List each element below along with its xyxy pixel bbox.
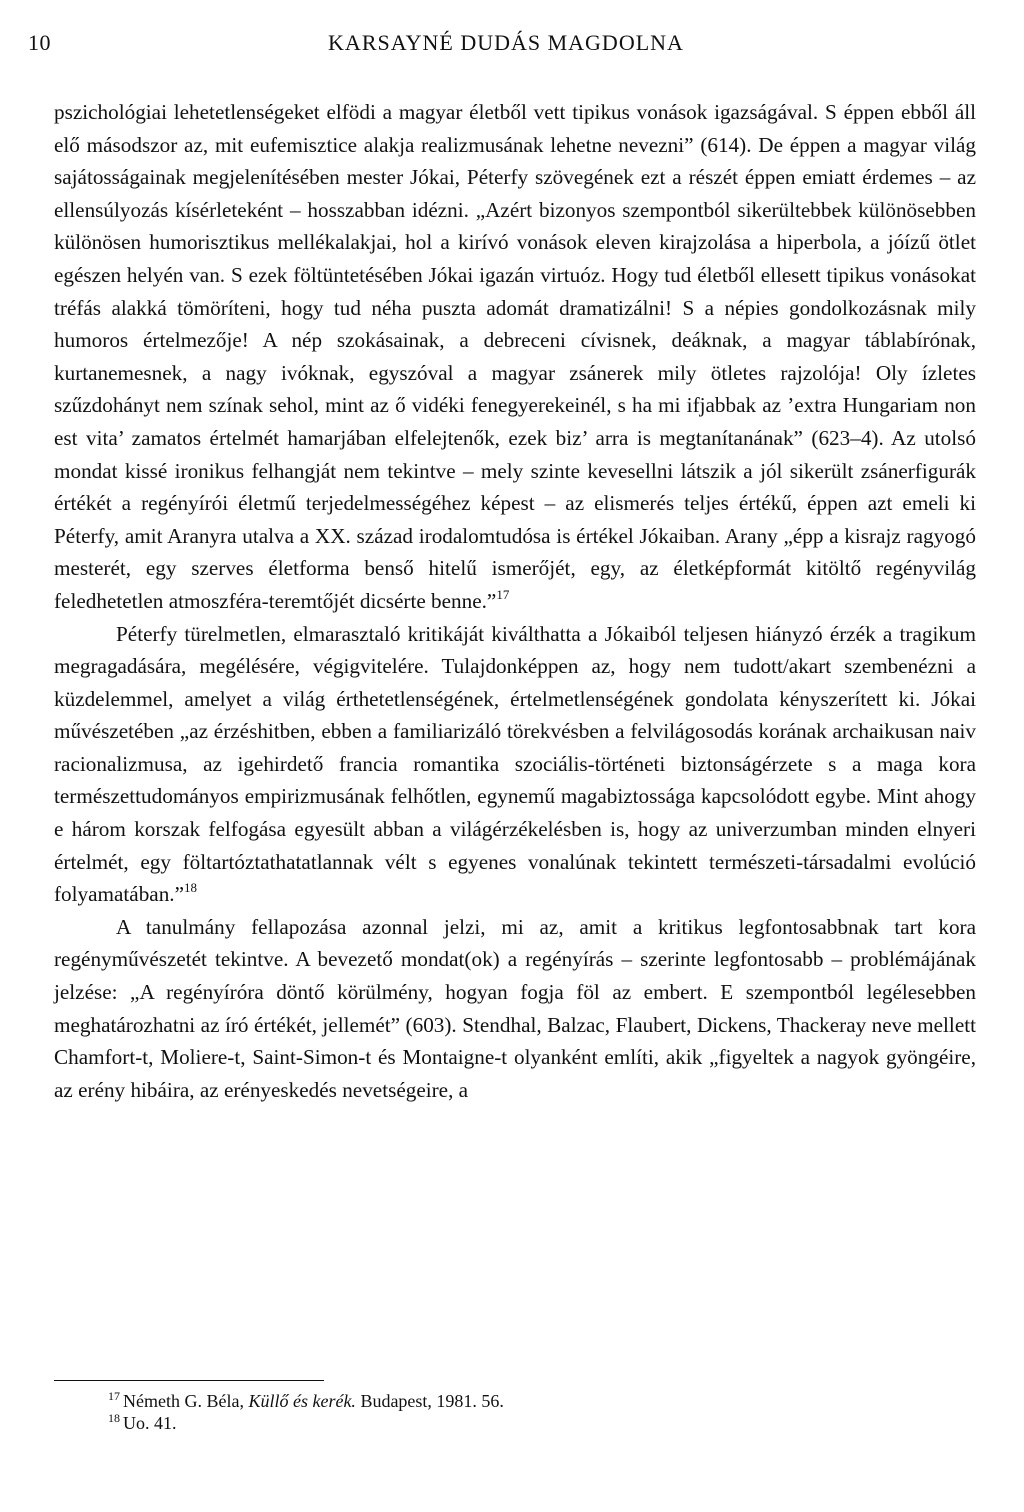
footnote-title: Küllő és kerék. bbox=[248, 1391, 356, 1411]
footnote-text: Németh G. Béla, bbox=[123, 1391, 249, 1411]
footnotes bbox=[108, 1390, 868, 1434]
footnote-text-tail: Budapest, 1981. 56. bbox=[355, 1391, 504, 1411]
paragraph bbox=[54, 911, 976, 1107]
running-head: KARSAYNÉ DUDÁS MAGDOLNA bbox=[328, 30, 684, 55]
page-number: 10 bbox=[28, 30, 51, 55]
footnote-reference: 18 bbox=[184, 880, 198, 896]
footnote-mark: 17 bbox=[108, 1389, 120, 1403]
footnote bbox=[108, 1412, 868, 1434]
footnote bbox=[108, 1390, 868, 1412]
body-text bbox=[54, 96, 976, 1106]
paragraph bbox=[54, 96, 976, 618]
footnote-mark: 18 bbox=[108, 1411, 120, 1425]
paragraph bbox=[54, 618, 976, 911]
paragraph-text: Péterfy türelmetlen, elmarasztaló kritikáját kiválthatta a Jókaiból teljesen hiányzó érzék a tragikum megragadására, megélésére, végigvitelére. Tulajdonképpen az, hogy nem tudott/akart szembenézni a küzdelemmel, amelyet a világ érthetetlenségének, értelmetlenségének gondolata kényszerített ki. Jókai művészetében „az érzéshitben, ebben a familiarizáló törekvésben a felvilágosodás korának archaikusan naiv racionalizmusa, az igehirdető francia romantika szociális-történeti biztonságérzete s a maga kora természettudományos empirizmusának felhőtlen, egynemű magabiztossága kapcsolódott egybe. Mint ahogy e három korszak felfogása egyesült abban a világérzékelésben is, hogy az univerzumban minden elnyeri értelmét, egy föltartóztathatatlannak vélt s egyenes vonalúnak tekintett természeti-társadalmi evolúció folyamatában.” bbox=[54, 621, 976, 907]
paragraph-text: A tanulmány fellapozása azonnal jelzi, mi az, amit a kritikus legfontosabbnak tart kora regényművészetét tekintve. A bevezető mondat(ok) a regényírás – szerinte legfontosabb – problémájának jelzése: „A regényíróra döntő körülmény, hogyan fogja föl az embert. E szempontból legélesebben meghatározhatni az író értékét, jellemét” (603). Stendhal, Balzac, Flaubert, Dickens, Thackeray neve mellett Chamfort-t, Moliere-t, Saint-Simon-t és Montaigne-t olyanként említi, akik „figyeltek a nagyok gyöngéire, az erény hibáira, az erényeskedés nevetségeire, a bbox=[54, 914, 976, 1102]
footnote-text: Uo. 41. bbox=[123, 1413, 177, 1433]
footnote-separator bbox=[54, 1380, 324, 1381]
paragraph-text: pszichológiai lehetetlenségeket elfödi a magyar életből vett tipikus vonások igazságával. S éppen ebből áll elő másodszor az, mit eufemisztice alakja realizmusának lehetne nevezni” (614). De éppen a magyar világ sajátosságainak megjelenítésében mester Jókai, Péterfy szövegének ezt a részét éppen emiatt érdemes – az ellensúlyozás kísérleteként – hosszabban idézni. „Azért bizonyos szempontból sikerültebbek különösebben különösen humorisztikus mellékalakjai, hol a kirívó vonások eleven kirajzolása a hiperbola, a jóízű ötlet egészen helyén van. S ezek föltüntetésében Jókai igazán virtuóz. Hogy tud életből ellesett tipikus vonásokat tréfás alakká tömöríteni, hogy tud néha puszta adomát dramatizálni! S a népies gondolkozásnak mily humoros értelmezője! A nép szokásainak, a debreceni cívisnek, deáknak, a magyar táblabírónak, kurtanemesnek, a nagy ivóknak, egyszóval a magyar zsánerek mily ötletes rajzolója! Oly ízletes szűzdohányt nem színak sehol, mint az ő vidéki fenegyerekeinél, s ha mi ifjabbak az ’extra Hungariam non est vita’ zamatos értelmét hamarjában elfelejtenők, ezek biz’ arra is megtanítanának” (623–4). Az utolsó mondat kissé ironikus felhangját nem tekintve – mely szinte kevesellni látszik a jól sikerült zsánerfigurák értékét a regényírói életmű terjedelmességéhez képest – az elismerés teljes értékű, éppen azt emeli ki Péterfy, amit Aranyra utalva a XX. század irodalomtudósa is értékel Jókaiban. Arany „épp a kisrajz ragyogó mesterét, egy szerves életforma benső hitelű ismerőjét, egy, az életképformát kitöltő regényvilág feledhetetlen atmoszféra-teremtőjét dicsérte benne.” bbox=[54, 100, 976, 613]
footnote-reference: 17 bbox=[496, 586, 510, 602]
page-header bbox=[28, 26, 984, 60]
